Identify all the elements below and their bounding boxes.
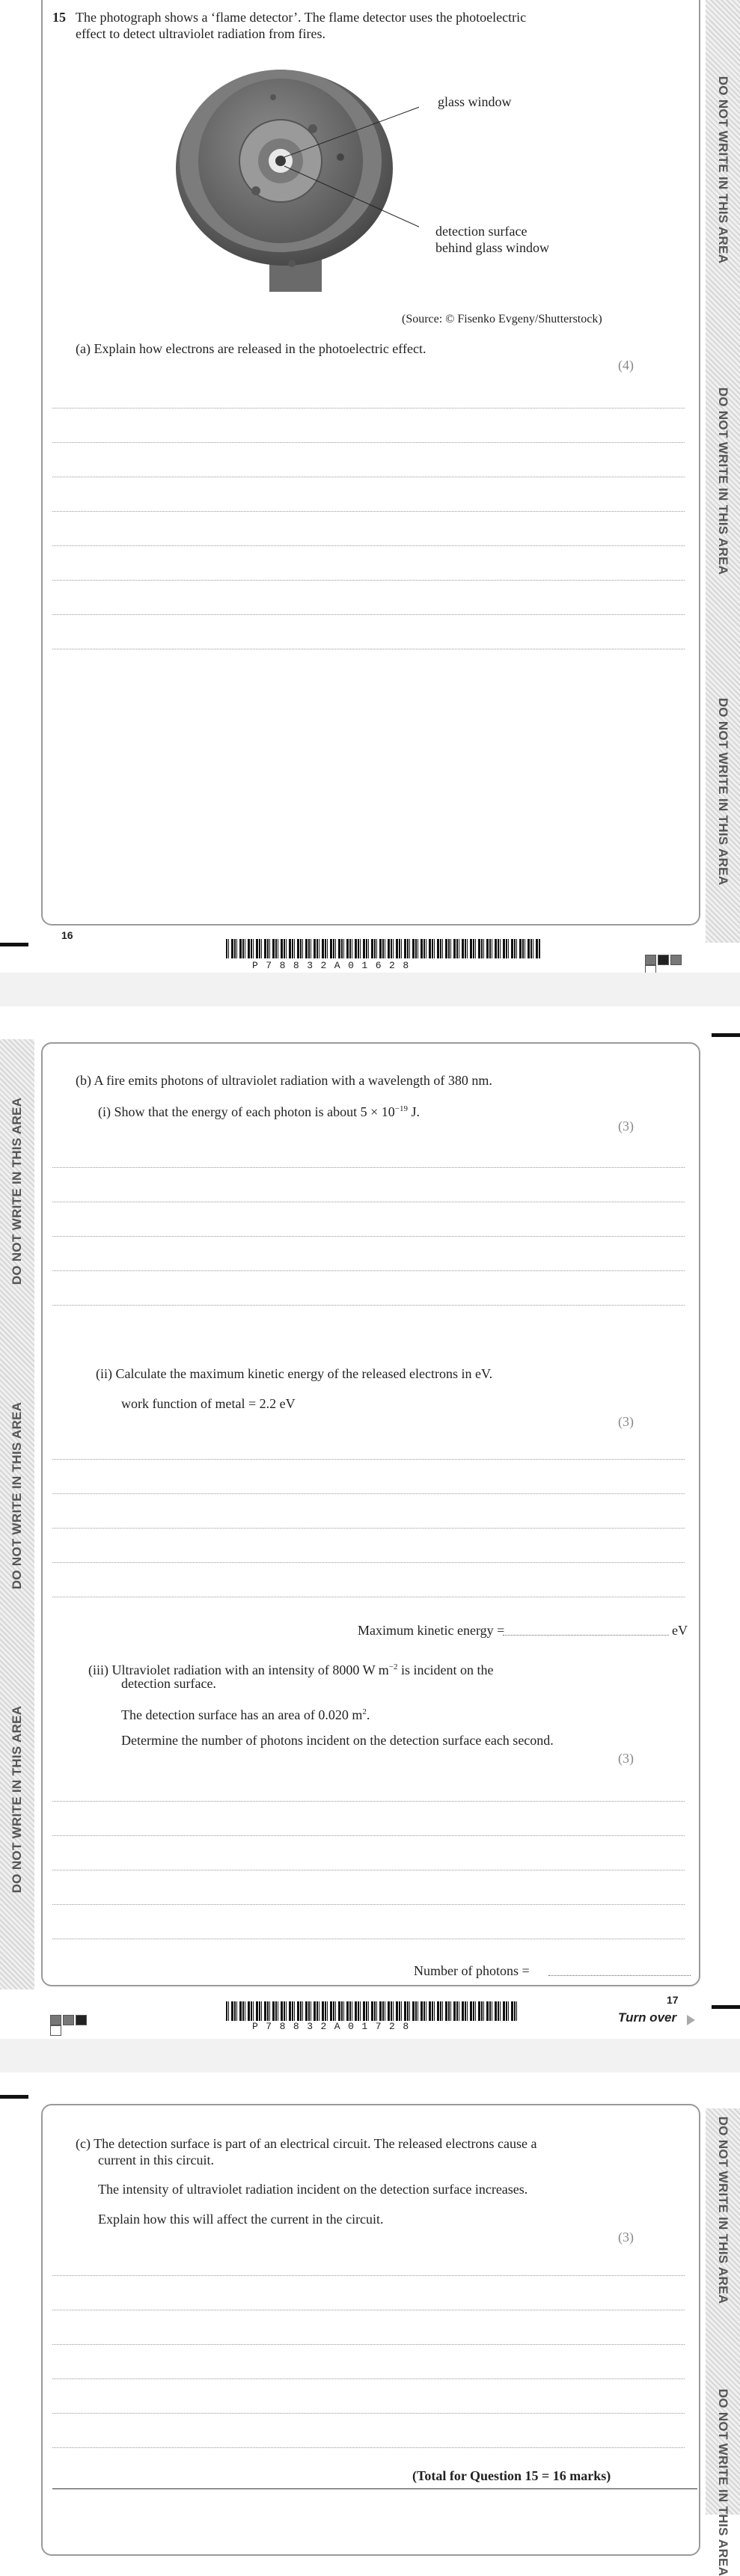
answer-line[interactable] — [52, 1459, 685, 1460]
page-number: 16 — [61, 929, 73, 941]
answer-label-ke: Maximum kinetic energy = — [358, 1623, 505, 1638]
answer-line[interactable] — [52, 2275, 685, 2276]
no-write-strip-right — [706, 0, 740, 943]
answer-line[interactable] — [52, 1167, 685, 1168]
registration-mark — [712, 1033, 740, 1037]
answer-line[interactable] — [52, 545, 685, 546]
no-write-strip-left — [0, 1039, 34, 1989]
label-glass-window: glass window — [438, 94, 512, 109]
part-b-iii-question: (iii) Ultraviolet radiation with an intensity of 8000 W $m^{-2}$ is incident on the — [88, 1662, 494, 1677]
question-number: 15 — [52, 10, 66, 25]
answer-label-photons: Number of photons = — [414, 1963, 530, 1978]
side-warning-text: DO NOT WRITE IN THIS AREA — [716, 698, 730, 886]
answer-line[interactable] — [52, 1493, 685, 1494]
answer-line[interactable] — [52, 511, 685, 512]
marks: (3) — [618, 1751, 634, 1766]
answer-line[interactable] — [52, 1801, 685, 1802]
arrow-right-icon — [687, 2015, 695, 2025]
side-warning-text: DO NOT WRITE IN THIS AREA — [10, 1401, 24, 1589]
answer-line[interactable] — [52, 2447, 685, 2448]
side-warning-text: DO NOT WRITE IN THIS AREA — [10, 1705, 24, 1894]
answer-line[interactable] — [52, 442, 685, 443]
answer-line[interactable] — [52, 408, 685, 409]
side-warning-text: DO NOT WRITE IN THIS AREA — [10, 1097, 24, 1285]
page-marker-squares — [50, 2015, 95, 2025]
answer-line[interactable] — [52, 1270, 685, 1271]
page-gap — [0, 2039, 740, 2072]
answer-field-ke[interactable] — [503, 1635, 669, 1636]
answer-line[interactable] — [52, 1835, 685, 1836]
answer-line[interactable] — [52, 1236, 685, 1237]
given-area: The detection surface has an area of 0.020 $m^2$. — [121, 1707, 370, 1722]
registration-mark — [0, 2095, 28, 2099]
page-number: 17 — [667, 1994, 679, 2006]
label-detection-surface: detection surface — [435, 224, 528, 239]
barcode — [226, 939, 540, 958]
given-data: work function of metal = 2.2 eV — [121, 1396, 296, 1411]
question-total: (Total for Question 15 = 16 marks) — [412, 2468, 611, 2483]
part-a-question: (a) Explain how electrons are released in the photoelectric effect. — [76, 341, 426, 356]
answer-line[interactable] — [52, 1305, 685, 1306]
total-rule — [52, 2488, 697, 2489]
page-16 — [0, 0, 740, 973]
marks: (4) — [618, 358, 634, 373]
label-detection-surface: behind glass window — [435, 240, 549, 255]
answer-field-photons[interactable] — [548, 1975, 691, 1976]
side-warning-text: DO NOT WRITE IN THIS AREA — [716, 2388, 730, 2576]
marks: (3) — [618, 1414, 634, 1429]
question-frame — [41, 1042, 700, 1986]
unit-ev: eV — [672, 1623, 688, 1638]
part-c-question: The intensity of ultraviolet radiation incident on the detection surface increases. — [98, 2182, 528, 2197]
barcode-text: P78832A01728 — [252, 2021, 417, 2032]
no-write-strip-right — [706, 2108, 740, 2576]
answer-line[interactable] — [52, 1528, 685, 1529]
part-b-iii-question: detection surface. — [121, 1676, 216, 1691]
registration-mark — [0, 943, 28, 946]
part-b-iii-task: Determine the number of photons incident on the detection surface each second. — [121, 1733, 554, 1748]
marks: (3) — [618, 1119, 634, 1133]
photo-source: (Source: © Fisenko Evgeny/Shutterstock) — [402, 313, 602, 325]
answer-line[interactable] — [52, 1562, 685, 1563]
turn-over: Turn over — [618, 2010, 677, 2025]
barcode-text: P78832A01628 — [252, 960, 417, 971]
part-c-question: Explain how this will affect the current in the circuit. — [98, 2212, 384, 2227]
part-b-ii-question: (ii) Calculate the maximum kinetic energy of the released electrons in eV. — [96, 1366, 493, 1381]
page-17 — [0, 1006, 740, 2039]
part-c-question: (c) The detection surface is part of an electrical circuit. The released electrons cause a — [76, 2136, 537, 2151]
answer-line[interactable] — [52, 580, 685, 581]
answer-line[interactable] — [52, 2344, 685, 2345]
side-warning-text: DO NOT WRITE IN THIS AREA — [716, 76, 730, 264]
answer-line[interactable] — [52, 1904, 685, 1905]
side-warning-text: DO NOT WRITE IN THIS AREA — [716, 387, 730, 575]
part-b-i-question: (i) Show that the energy of each photon is about $5 \times 10^{-19}$ J. — [98, 1104, 420, 1119]
answer-line[interactable] — [52, 614, 685, 615]
answer-line[interactable] — [52, 2413, 685, 2414]
flame-detector-photo — [172, 67, 419, 299]
barcode — [226, 2001, 518, 2021]
question-intro: effect to detect ultraviolet radiation from fires. — [76, 26, 326, 41]
page-18 — [0, 2072, 740, 2576]
side-warning-text: DO NOT WRITE IN THIS AREA — [716, 2116, 730, 2304]
part-c-question: current in this circuit. — [98, 2153, 214, 2167]
part-b-question: (b) A fire emits photons of ultraviolet radiation with a wavelength of 380 nm. — [76, 1073, 492, 1088]
page-gap — [0, 973, 740, 1006]
question-intro: The photograph shows a ‘flame detector’. The flame detector uses the photoelectric — [76, 10, 527, 25]
answer-line[interactable] — [52, 2378, 685, 2379]
registration-mark — [712, 2005, 740, 2009]
page-marker-squares — [645, 955, 690, 965]
marks: (3) — [618, 2230, 634, 2245]
